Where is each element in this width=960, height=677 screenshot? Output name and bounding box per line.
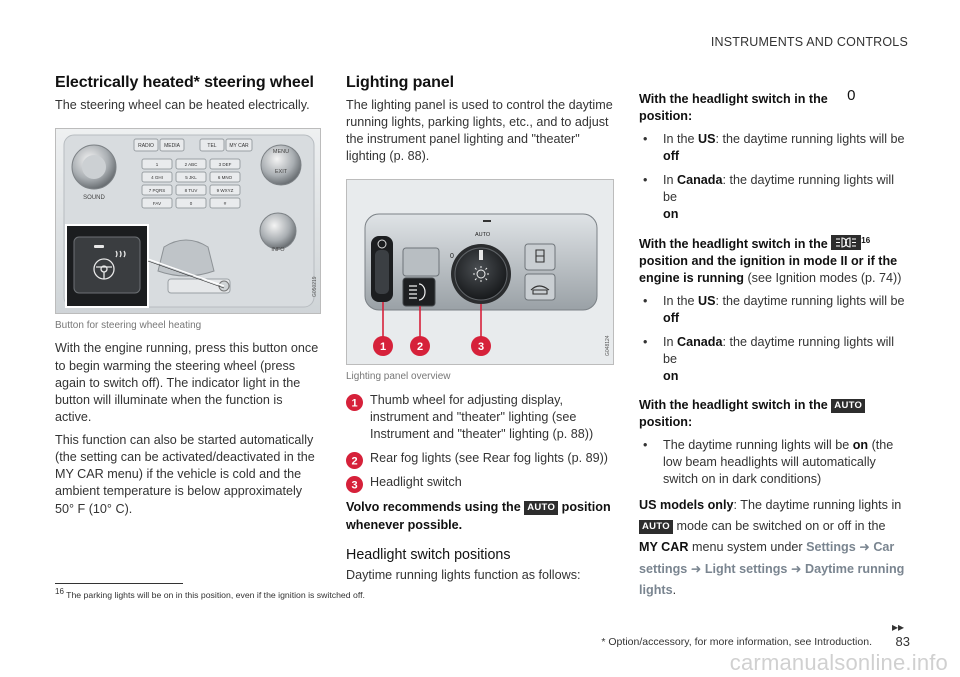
menu-car-settings[interactable]: Car settings — [639, 540, 895, 576]
menu-daytime-running-lights[interactable]: Daytime running lights — [639, 561, 905, 598]
lighting-panel-legend — [346, 392, 614, 492]
figure-caption-lighting-panel: Lighting panel overview — [346, 371, 451, 383]
auto-item-post: (the low beam headlights will automatically switch on in dark conditions) — [663, 438, 894, 487]
pos0-canada-item — [639, 172, 907, 223]
parking-light-icon — [831, 235, 861, 250]
exit-label: EXIT — [274, 168, 288, 175]
keypad-key-label: 8 TUV — [184, 187, 198, 193]
legend-item-2 — [346, 450, 614, 467]
column-headlight-positions — [639, 86, 907, 608]
legend-item-3 — [346, 474, 614, 491]
footnote-num: 16 — [55, 587, 64, 596]
steering-wheel-button-figure — [55, 128, 321, 314]
pos0-us-region: US — [698, 132, 716, 147]
footnote-rule — [55, 583, 183, 584]
section-header: INSTRUMENTS AND CONTROLS — [710, 35, 908, 49]
legend-item-1 — [346, 392, 614, 443]
footnote-ref-16: 16 — [861, 235, 871, 245]
pos2-ca-pre: In — [663, 334, 678, 349]
auto-recommendation — [346, 499, 614, 533]
number-badge-2 — [346, 452, 363, 469]
figure-caption-heated-wheel: Button for steering wheel heating — [55, 319, 202, 331]
auto-badge-recommend: AUTO — [524, 501, 558, 515]
position-auto-heading — [639, 397, 907, 431]
lighting-panel-figure — [346, 179, 614, 365]
auto-item-state: on — [852, 438, 869, 453]
heated-wheel-intro: The steering wheel can be heated electrically. — [55, 97, 310, 112]
radio-button-label: RADIO — [138, 142, 154, 149]
legend-text-1: Thumb wheel for adjusting display, instrument and "theater" lighting (see Instrument and "theater" lighting (p. 88)) — [370, 392, 594, 442]
media-button-label: MEDIA — [164, 142, 180, 149]
pos2-us-pre: In the — [663, 294, 699, 309]
menu-label: MENU — [272, 148, 290, 155]
next-page-icon[interactable]: ▸▸ — [891, 620, 904, 634]
sound-label: SOUND — [83, 194, 105, 201]
pos0-ca-pre: In — [663, 172, 678, 187]
column-steering-wheel — [55, 72, 321, 524]
keypad-key-label: 9 WXYZ — [216, 187, 234, 193]
callout-2-label: 2 — [416, 341, 424, 354]
legend-num-1: 1 — [351, 397, 358, 410]
auto-post: position: — [639, 415, 693, 429]
indicator-light — [94, 245, 104, 248]
arrow-right-icon: ➜ — [790, 561, 802, 576]
pos2-post: position and the ignition in mode II or if the engine is running — [639, 254, 898, 286]
pos2-us-item — [639, 293, 907, 327]
mycar-label: MY CAR — [639, 540, 689, 555]
keypad-key-label: 2 ABC — [184, 161, 198, 167]
menu-text: menu system under — [691, 540, 803, 555]
auto-position-label: AUTO — [475, 232, 491, 239]
mycar-button-label: MY CAR — [229, 142, 249, 149]
arrow-right-icon: ➜ — [859, 540, 870, 555]
footnote-text: The parking lights will be on in this position, even if the ignition is switched off. — [66, 589, 365, 600]
us-models-label: US models only — [639, 497, 734, 512]
keypad-key-label: 5 JKL — [185, 174, 197, 180]
tel-button-label: TEL — [207, 142, 217, 149]
pos0-ca-mid: : the daytime running lights will be — [663, 172, 895, 204]
heading-headlight-positions: Headlight switch positions — [346, 546, 511, 563]
footer-note: * Option/accessory, for more information, see Introduction. — [601, 636, 872, 648]
keypad-key-label: FAV — [152, 200, 162, 206]
ignition-modes-link[interactable]: (see Ignition modes (p. 74)) — [747, 271, 902, 286]
lighting-panel-intro: The lighting panel is used to control the daytime running lights, parking lights, etc., and to adjust the instrument panel lighting and "theater" lighting (p. 88). — [346, 97, 613, 164]
pos0-us-pre: In the — [663, 132, 699, 147]
auto-badge-heading: AUTO — [831, 399, 865, 413]
legend-text-3: Headlight switch — [370, 475, 462, 490]
pos0-pre: With the headlight switch in the — [639, 92, 828, 106]
pos2-ca-mid: : the daytime running lights will be — [663, 334, 895, 366]
legend-num-2: 2 — [351, 455, 358, 468]
callout-3-label: 3 — [477, 341, 485, 354]
recommend-pre: Volvo recommends using the — [346, 500, 521, 515]
pos0-us-item — [639, 131, 907, 165]
number-badge-3 — [346, 476, 363, 493]
column-lighting-panel — [346, 72, 614, 590]
heated-wheel-auto: This function can also be started automatically (the setting can be activated/deactivated in the MY CAR menu) if the vehicle is cold and the ambient temperature is below approximately 50° F (10° C). — [55, 433, 315, 516]
footnote-16 — [55, 587, 365, 602]
pos2-ca-region: Canada — [677, 334, 723, 349]
figure-code-2: G048124 — [605, 335, 611, 357]
pos0-us-mid: : the daytime running lights will be — [715, 132, 905, 147]
keypad-key-label: 7 PQRS — [148, 187, 166, 193]
us-models-note: US models only: The daytime running lights in AUTO mode can be switched on or off in the MY CAR menu system under Settings ➜ Car settings ➜ Light settings ➜ Daytime running lights. — [639, 497, 905, 598]
pos0-us-state: off — [663, 149, 680, 164]
lighting-panel-illustration — [347, 180, 614, 365]
info-label: INFO — [271, 246, 285, 253]
pos0-ca-region: Canada — [677, 172, 723, 187]
pos0-ca-state: on — [663, 206, 679, 221]
pos2-ca-state: on — [663, 368, 679, 383]
menu-light-settings[interactable]: Light settings — [704, 561, 788, 576]
pos2-us-region: US — [698, 294, 716, 309]
zero-position-label: 0 — [450, 253, 454, 261]
pos2-us-state: off — [663, 311, 680, 326]
us-models-text2: mode can be switched on or off in the — [676, 518, 886, 533]
keypad-key-label: 3 DEF — [218, 161, 232, 167]
watermark: carmanualsonline.info — [729, 650, 948, 675]
legend-num-3: 3 — [351, 479, 358, 492]
center-console-illustration — [56, 129, 321, 314]
heading-heated-steering-wheel: Electrically heated* steering wheel — [55, 74, 314, 91]
keypad-key-label: 6 MNO — [217, 174, 233, 180]
zero-symbol: 0 — [847, 87, 856, 104]
number-badge-1 — [346, 394, 363, 411]
us-models-text: : The daytime running lights in — [733, 497, 902, 512]
position-parking-heading — [639, 235, 907, 287]
auto-item — [639, 437, 907, 488]
headlight-positions-intro: Daytime running lights function as follows: — [346, 568, 581, 583]
auto-pre: With the headlight switch in the — [639, 397, 828, 412]
heated-wheel-usage: With the engine running, press this button once to begin warming the steering wheel (press again to switch off). The indicator light in the button will illuminate when the function is active. — [55, 341, 319, 424]
pos2-us-mid: : the daytime running lights will be — [715, 294, 905, 309]
pos2-canada-item — [639, 334, 907, 385]
position-zero-heading — [639, 86, 907, 125]
keypad-key-label: 4 GHI — [151, 174, 163, 180]
pos2-pre: With the headlight switch in the — [639, 236, 828, 251]
keypad-key-label: # — [223, 200, 227, 206]
arrow-right-icon: ➜ — [690, 561, 702, 576]
figure-code-1: G050219 — [312, 276, 318, 297]
auto-item-pre: The daytime running lights will be — [663, 438, 850, 453]
recommend-post: position whenever possible. — [346, 500, 611, 532]
page-number: 83 — [895, 634, 910, 649]
menu-settings[interactable]: Settings — [806, 540, 856, 555]
auto-badge-us: AUTO — [639, 520, 673, 534]
legend-text-2: Rear fog lights (see Rear fog lights (p. 89)) — [370, 451, 608, 466]
callout-1-label: 1 — [379, 341, 387, 354]
heading-lighting-panel: Lighting panel — [346, 74, 454, 91]
keypad-key-label: 1 — [155, 161, 159, 167]
pos0-post: position: — [639, 109, 693, 124]
keypad-key-label: 0 — [189, 200, 193, 206]
